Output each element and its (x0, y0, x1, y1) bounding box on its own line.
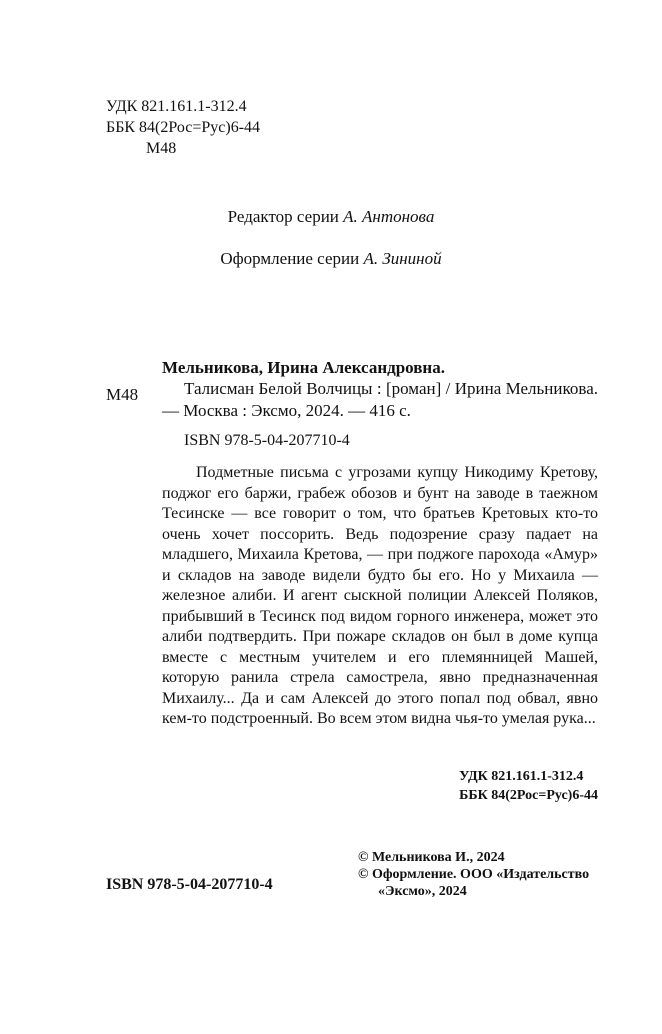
series-editor (0, 207, 662, 227)
bbk-code-bold: ББК 84(2Рос=Рус)6-44 (459, 788, 598, 803)
classification-block (106, 96, 260, 159)
series-editor-name: А. Антонова (343, 207, 435, 226)
bbk-code: ББК 84(2Рос=Рус)6-44 (106, 119, 261, 136)
copyright-design: © Оформление. ООО «Издательство (358, 867, 590, 882)
copyright-publisher: «Эксмо», 2024 (378, 884, 467, 899)
author-mark-side: М48 (106, 385, 139, 404)
copyright-block (358, 849, 589, 900)
isbn-line: ISBN 978-5-04-207710-4 (184, 432, 350, 449)
annotation-text: Подметные письма с угрозами купцу Никодиму Кретову, поджог его баржи, грабеж обозов и бунт на заводе в таежном Тесинске — все говорит о том, что братьев Кретовых кто-то очень хочет поссорить. Ведь подозрение сразу падает на младшего, Михаила Кретова, — при поджоге парохода «Амур» и складов на заводе видели будто бы его. Но у Михаила — железное алиби. И агент сыскной полиции Алексей Поляков, прибывший в Тесинск под видом горного инженера, может это алиби подтвердить. При пожаре складов он был в доме купца вместе с местным учителем и его племянницей Машей, которую ранила стрела самострела, явно предназначенная Михаилу... Да и сам Алексей до этого попал под обвал, явно кем-то подстроенный. Во всем этом видна чья-то умелая рука... (162, 464, 598, 727)
udk-code: УДК 821.161.1-312.4 (106, 98, 247, 115)
author-mark: М48 (146, 140, 177, 157)
series-design-label: Оформление серии (220, 249, 360, 268)
isbn-bottom: ISBN 978-5-04-207710-4 (106, 876, 273, 893)
udk-code-bold: УДК 821.161.1-312.4 (459, 769, 584, 784)
title-description: Талисман Белой Волчицы : [роман] / Ирина Мельникова. — Москва : Эксмо, 2024. — 416 с. (162, 379, 598, 420)
classification-bold-block (459, 767, 598, 805)
series-editor-label: Редактор серии (227, 207, 339, 226)
series-design (0, 249, 662, 269)
series-design-name: А. Зининой (363, 249, 442, 268)
author-heading: Мельникова, Ирина Александровна. (162, 358, 445, 377)
copyright-author: © Мельникова И., 2024 (358, 850, 505, 865)
